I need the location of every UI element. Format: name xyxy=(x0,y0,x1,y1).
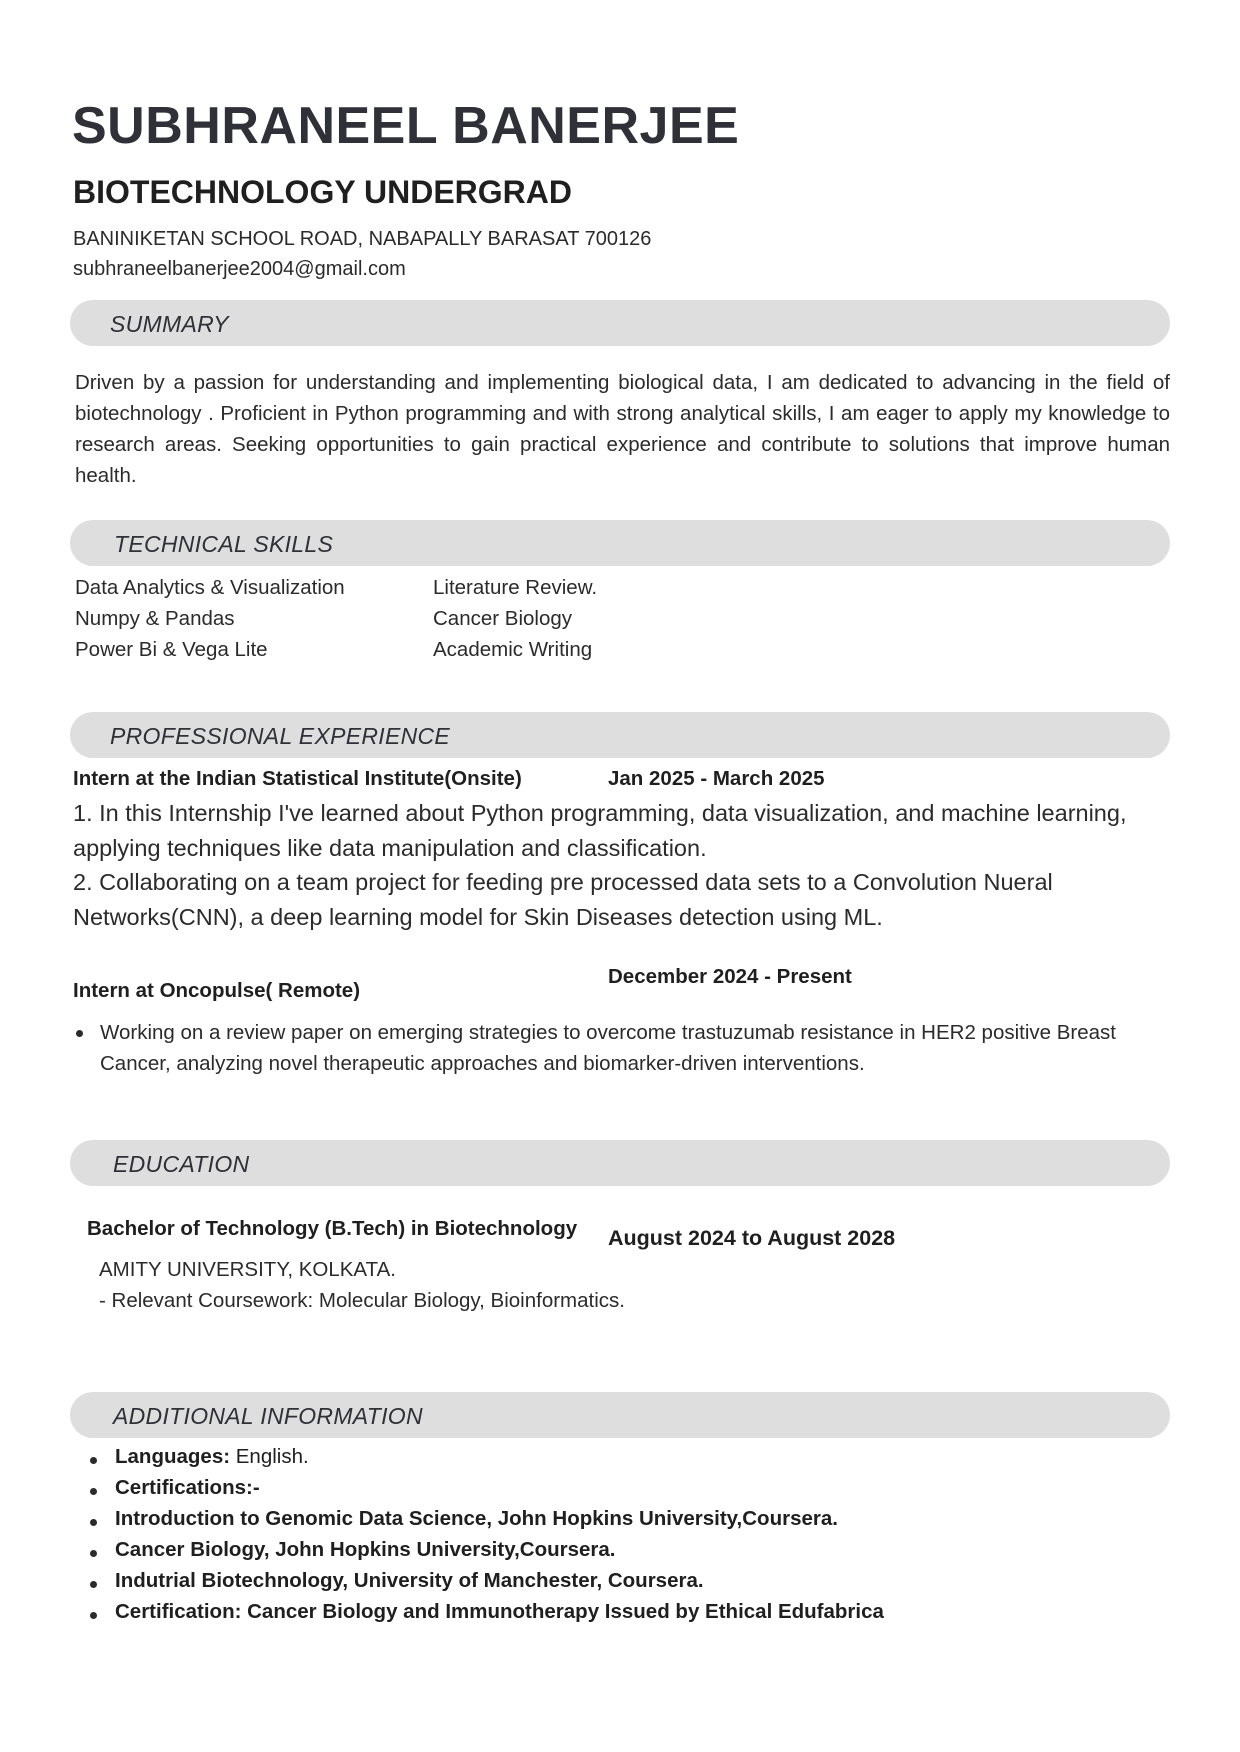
skill-item: Numpy & Pandas xyxy=(75,607,235,630)
section-title-education: EDUCATION xyxy=(113,1151,250,1177)
bullet-dot xyxy=(76,1030,83,1037)
additional-item xyxy=(115,1600,884,1624)
school: AMITY UNIVERSITY, KOLKATA. xyxy=(99,1258,396,1281)
coursework: - Relevant Coursework: Molecular Biology, Bioinformatics. xyxy=(99,1289,625,1312)
skill-item: Power Bi & Vega Lite xyxy=(75,638,268,661)
job-point: 1. In this Internship I've learned about Python programming, data visualization, and machine learning, applying techniques like data manipulation and classification. xyxy=(73,800,1127,861)
bullet-dot xyxy=(90,1488,97,1495)
email: subhraneelbanerjee2004@gmail.com xyxy=(73,258,406,280)
additional-item-label: Certifications:- xyxy=(115,1476,260,1499)
section-bar-additional xyxy=(70,1392,1170,1438)
section-title-experience: PROFESSIONAL EXPERIENCE xyxy=(110,723,451,749)
bullet-dot xyxy=(90,1550,97,1557)
section-bar-skills xyxy=(70,520,1170,566)
job-point: 2. Collaborating on a team project for feeding pre processed data sets to a Convolution Nueral Networks(CNN), a deep learning model for Skin Diseases detection using ML. xyxy=(73,869,1053,930)
candidate-title: BIOTECHNOLOGY UNDERGRAD xyxy=(73,174,572,210)
candidate-name: SUBHRANEEL BANERJEE xyxy=(72,97,740,155)
additional-item-label: Indutrial Biotechnology, University of Manchester, Coursera. xyxy=(115,1569,704,1592)
degree: Bachelor of Technology (B.Tech) in Biotechnology xyxy=(87,1217,578,1240)
skill-item: Cancer Biology xyxy=(433,607,573,630)
additional-item-label: Languages: xyxy=(115,1445,231,1468)
bullet-dot xyxy=(90,1581,97,1588)
additional-item xyxy=(115,1507,838,1531)
section-bar-experience xyxy=(70,712,1170,758)
additional-item-label: Cancer Biology, John Hopkins University,Coursera. xyxy=(115,1538,616,1561)
section-bar-education xyxy=(70,1140,1170,1186)
bullet-dot xyxy=(90,1519,97,1526)
section-bar-summary xyxy=(70,300,1170,346)
additional-item xyxy=(115,1569,704,1593)
job-role: Intern at the Indian Statistical Institute(Onsite) xyxy=(73,767,522,790)
additional-item xyxy=(115,1538,615,1562)
address: BANINIKETAN SCHOOL ROAD, NABAPALLY BARASAT 700126 xyxy=(73,228,652,250)
skill-item: Academic Writing xyxy=(433,638,593,661)
section-title-summary: SUMMARY xyxy=(110,311,229,337)
section-title-skills: TECHNICAL SKILLS xyxy=(114,531,334,557)
job-dates: Jan 2025 - March 2025 xyxy=(608,767,825,790)
additional-item-label: Certification: Cancer Biology and Immunotherapy Issued by Ethical Edufabrica xyxy=(115,1600,884,1623)
additional-item-text: English. xyxy=(230,1445,309,1468)
job-point: Working on a review paper on emerging strategies to overcome trastuzumab resistance in HER2 positive Breast Cancer, analyzing novel therapeutic approaches and biomarker-driven interventions. xyxy=(100,1021,1116,1075)
job-dates: December 2024 - Present xyxy=(608,965,852,988)
additional-item xyxy=(115,1476,260,1500)
skill-item: Literature Review. xyxy=(433,576,598,599)
bullet-dot xyxy=(90,1457,97,1464)
additional-item xyxy=(115,1445,309,1469)
education-dates: August 2024 to August 2028 xyxy=(608,1226,896,1250)
skill-item: Data Analytics & Visualization xyxy=(75,576,345,599)
summary-text: Driven by a passion for understanding and implementing biological data, I am dedicated to advancing in the field of biotechnology . Proficient in Python programming and with strong analytical skills, I am eager to apply my knowledge to research areas. Seeking opportunities to gain practical experience and contribute to solutions that improve human health. xyxy=(75,371,1170,487)
job-role: Intern at Oncopulse( Remote) xyxy=(73,979,361,1002)
bullet-dot xyxy=(90,1612,97,1619)
additional-item-label: Introduction to Genomic Data Science, John Hopkins University,Coursera. xyxy=(115,1507,838,1530)
section-title-additional: ADDITIONAL INFORMATION xyxy=(113,1403,423,1429)
